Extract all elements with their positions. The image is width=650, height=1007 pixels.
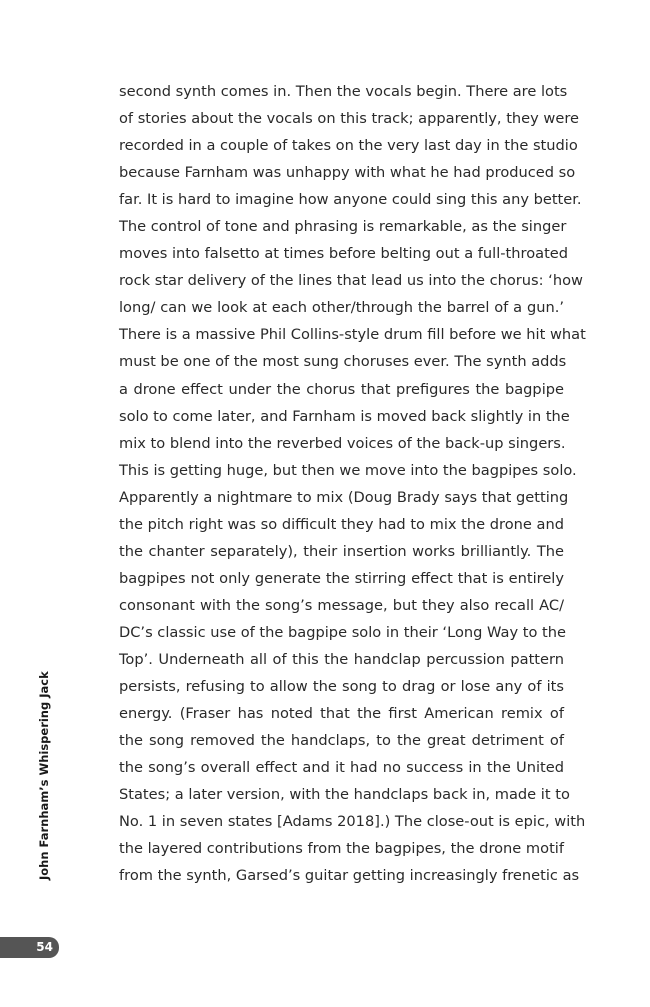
text-line: the chanter separately), their insertion works brilliantly. The: [119, 542, 564, 560]
text-line: There is a massive Phil Collins-style drum fill before we hit what: [119, 326, 586, 344]
text-line: No. 1 in seven states [Adams 2018].) The close-out is epic, with: [119, 813, 586, 831]
text-line: must be one of the most sung choruses ever. The synth adds: [119, 353, 567, 371]
text-line: The control of tone and phrasing is remarkable, as the singer: [119, 218, 567, 236]
body-text: [119, 78, 586, 889]
text-line: from the synth, Garsed’s guitar getting increasingly frenetic as: [119, 867, 580, 885]
text-line: energy. (Fraser has noted that the first American remix of: [119, 705, 564, 723]
text-line: long/ can we look at each other/through the barrel of a gun.’: [119, 299, 564, 317]
page-number: 54: [0, 937, 59, 958]
text-line: solo to come later, and Farnham is moved back slightly in the: [119, 407, 570, 425]
text-line: Top’. Underneath all of this the handclap percussion pattern: [119, 650, 564, 668]
text-line: second synth comes in. Then the vocals begin. There are lots: [119, 83, 568, 100]
text-line: the song’s overall effect and it had no success in the United: [119, 759, 564, 777]
text-line: mix to blend into the reverbed voices of the back-up singers.: [119, 434, 566, 452]
running-title: John Farnham’s Whispering Jack: [37, 671, 51, 880]
text-line: because Farnham was unhappy with what he had produced so: [119, 164, 576, 182]
text-line: bagpipes not only generate the stirring effect that is entirely: [119, 569, 564, 587]
text-line: the song removed the handclaps, to the great detriment of: [119, 732, 564, 750]
text-line: DC’s classic use of the bagpipe solo in their ‘Long Way to the: [119, 623, 566, 641]
text-line: moves into falsetto at times before belting out a full-throated: [119, 245, 569, 263]
text-line: recorded in a couple of takes on the very last day in the studio: [119, 137, 578, 155]
text-line: the pitch right was so difficult they had to mix the drone and: [119, 515, 564, 533]
text-line: This is getting huge, but then we move into the bagpipes solo.: [119, 461, 577, 479]
text-line: the layered contributions from the bagpipes, the drone motif: [119, 840, 564, 858]
text-line: a drone effect under the chorus that prefigures the bagpipe: [119, 380, 564, 398]
text-line: States; a later version, with the handclaps back in, made it to: [119, 786, 570, 804]
text-line: far. It is hard to imagine how anyone could sing this any better.: [119, 191, 582, 209]
text-line: consonant with the song’s message, but they also recall AC/: [119, 596, 564, 614]
text-line: rock star delivery of the lines that lead us into the chorus: ‘how: [119, 272, 583, 290]
text-line: persists, refusing to allow the song to drag or lose any of its: [119, 678, 564, 696]
text-line: Apparently a nightmare to mix (Doug Brady says that getting: [119, 488, 569, 506]
text-line: of stories about the vocals on this track; apparently, they were: [119, 110, 579, 128]
